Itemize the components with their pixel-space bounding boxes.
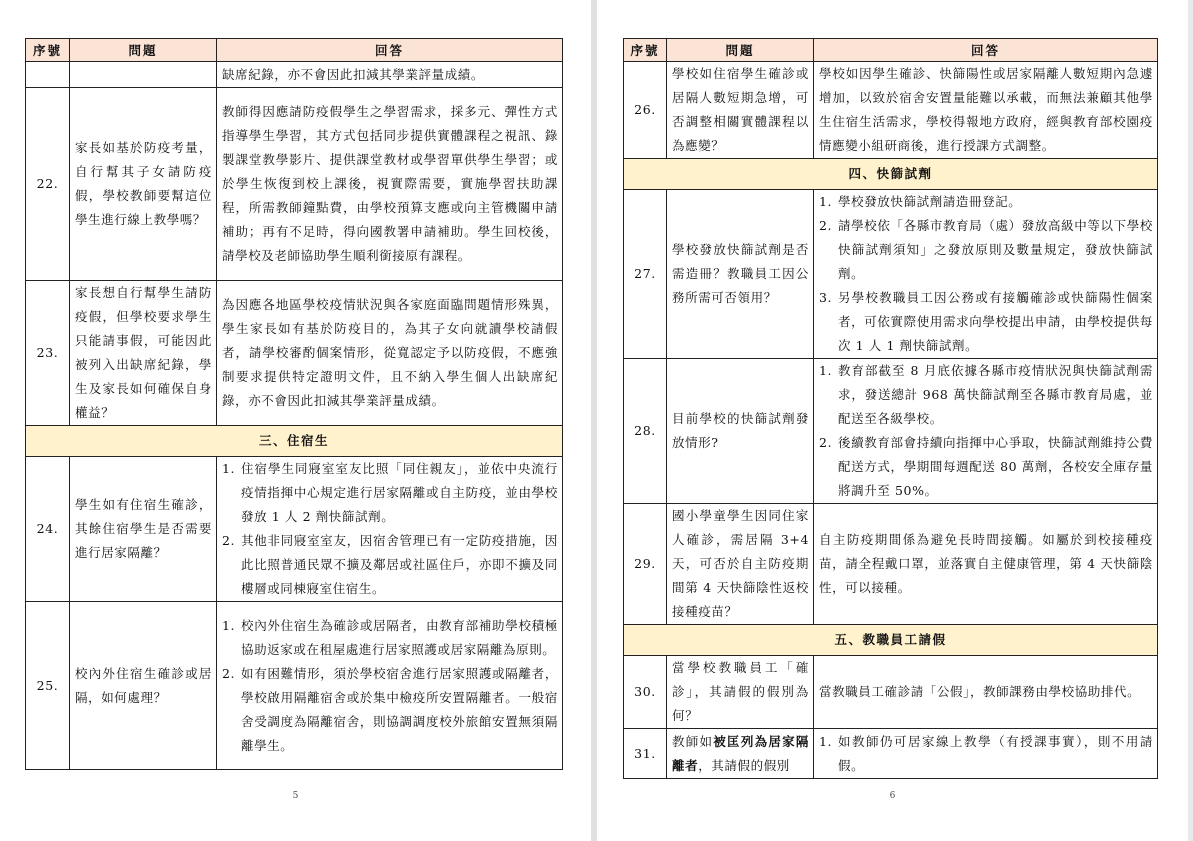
row-question: 學校發放快篩試劑是否需造冊？教職員工因公務所需可否領用？ bbox=[667, 190, 814, 359]
row-number: 25. bbox=[26, 602, 70, 770]
table-row-26 bbox=[624, 62, 1158, 159]
row-question: 校內外住宿生確診或居隔，如何處理？ bbox=[70, 602, 217, 770]
answer-list-item: 1. 住宿學生同寢室室友比照「同住親友」，並依中央流行疫情指揮中心規定進行居家隔離或自主防疫，並由學校發放 1 人 2 劑快篩試劑。 bbox=[222, 461, 558, 524]
row-number: 23. bbox=[26, 281, 70, 426]
row-question: 家長想自行幫學生請防疫假，但學校要求學生只能請事假，可能因此被列入出缺席紀錄，學生及家長如何確保自身權益？ bbox=[70, 281, 217, 426]
section-title: 五、教職員工請假 bbox=[624, 625, 1158, 656]
faq-table-right bbox=[623, 38, 1158, 779]
row-answer: 自主防疫期間係為避免長時間接觸。如屬於到校接種疫苗，請全程戴口罩，並落實自主健康管理，第 4 天快篩陰性，可以接種。 bbox=[814, 504, 1158, 625]
table-row-23 bbox=[26, 281, 563, 426]
faq-table-left bbox=[25, 38, 563, 770]
row-answer bbox=[217, 457, 563, 602]
section-row-dormitory bbox=[26, 426, 563, 457]
table-row-25 bbox=[26, 602, 563, 770]
header-no: 序號 bbox=[26, 39, 70, 62]
row-number bbox=[26, 62, 70, 88]
answer-list-item: 1. 校內外住宿生為確診或居隔者，由教育部補助學校積極協助返家或在租屋處進行居家照護或居家隔離為原則。 bbox=[222, 617, 558, 657]
answer-list-item: 2. 其他非同寢室室友，因宿舍管理已有一定防疫措施，因此比照普通民眾不擴及鄰居或社區住戶，亦即不擴及同樓層或同棟寢室住宿生。 bbox=[222, 533, 558, 596]
row-question: 目前學校的快篩試劑發放情形? bbox=[667, 359, 814, 504]
answer-list-item: 1. 如教師仍可居家線上教學（有授課事實），則不用請假。 bbox=[819, 733, 1153, 773]
table-row-22 bbox=[26, 88, 563, 281]
row-answer: 學校如因學生確診、快篩陽性或居家隔離人數短期內急遽增加，以致於宿舍安置量能難以承載，而無法兼顧其他學生住宿生活需求，學校得報地方政府，經與教育部校園疫情應變小組研商後，進行授課方式調整。 bbox=[814, 62, 1158, 159]
row-question: 家長如基於防疫考量，自行幫其子女請防疫假，學校教師要幫這位學生進行線上教學嗎？ bbox=[70, 88, 217, 281]
row-number: 22. bbox=[26, 88, 70, 281]
table-row-30 bbox=[624, 656, 1158, 729]
header-answer: 回答 bbox=[814, 39, 1158, 62]
table-row-24 bbox=[26, 457, 563, 602]
header-question: 問題 bbox=[70, 39, 217, 62]
table-row-continued bbox=[26, 62, 563, 88]
row-answer bbox=[217, 602, 563, 770]
section-row-staff-leave bbox=[624, 625, 1158, 656]
page-number: 5 bbox=[292, 791, 299, 801]
row-answer bbox=[814, 190, 1158, 359]
table-header-row bbox=[624, 39, 1158, 62]
answer-list-item: 1. 學校發放快篩試劑請造冊登記。 bbox=[819, 194, 1022, 209]
row-question: 當學校教職員工「確診」，其請假的假別為何？ bbox=[667, 656, 814, 729]
section-title: 四、快篩試劑 bbox=[624, 159, 1158, 190]
row-number: 26. bbox=[624, 62, 667, 159]
section-row-rapid-test bbox=[624, 159, 1158, 190]
row-number: 24. bbox=[26, 457, 70, 602]
table-row-27 bbox=[624, 190, 1158, 359]
row-number: 29. bbox=[624, 504, 667, 625]
table-row-31 bbox=[624, 729, 1158, 779]
row-answer: 為因應各地區學校疫情狀況與各家庭面臨問題情形殊異，學生家長如有基於防疫目的，為其子女向就讀學校請假者，請學校審酌個案情形，從寬認定予以防疫假，不應強制要求提供特定證明文件，且不納入學生個人出缺席紀錄，亦不會因此扣減其學業評量成績。 bbox=[217, 281, 563, 426]
answer-list-item: 1. 教育部截至 8 月底依據各縣市疫情狀況與快篩試劑需求，發送總計 968 萬快篩試劑至各縣市教育局處，並配送至各級學校。 bbox=[819, 363, 1153, 426]
row-question: 教師如被匡列為居家隔離者，其請假的假別 bbox=[667, 729, 814, 779]
answer-list-item: 3. 另學校教職員工因公務或有接觸確診或快篩陽性個案者，可依實際使用需求向學校提出申請，由學校提供每次 1 人 1 劑快篩試劑。 bbox=[819, 290, 1153, 353]
row-answer bbox=[814, 729, 1158, 779]
page-number: 6 bbox=[889, 791, 896, 801]
row-question: 國小學童學生因同住家人確診，需居隔 3+4 天，可否於自主防疫期間第 4 天快篩陰性返校接種疫苗？ bbox=[667, 504, 814, 625]
table-row-29 bbox=[624, 504, 1158, 625]
row-question: 學生如有住宿生確診，其餘住宿學生是否需要進行居家隔離？ bbox=[70, 457, 217, 602]
header-question: 問題 bbox=[667, 39, 814, 62]
header-no: 序號 bbox=[624, 39, 667, 62]
answer-list-item: 2. 後續教育部會持續向指揮中心爭取，快篩試劑維持公費配送方式，學期間每週配送 80 萬劑，各校安全庫存量將調升至 50%。 bbox=[819, 435, 1153, 498]
row-question bbox=[70, 62, 217, 88]
row-number: 28. bbox=[624, 359, 667, 504]
row-answer bbox=[814, 359, 1158, 504]
answer-list-item: 2. 請學校依「各縣市教育局（處）發放高級中等以下學校快篩試劑須知」之發放原則及數量規定，發放快篩試劑。 bbox=[819, 218, 1153, 281]
table-row-28 bbox=[624, 359, 1158, 504]
row-number: 30. bbox=[624, 656, 667, 729]
row-answer: 教師得因應請防疫假學生之學習需求，採多元、彈性方式指導學生學習，其方式包括同步提供實體課程之視訊、錄製課堂教學影片、提供課堂教材或學習單供學生學習；或於學生恢復到校上課後，視實際需要，實施學習扶助課程，所需教師鐘點費，由學校預算支應或向主管機關申請補助；再有不足時，得向國教署申請補助。學生回校後，請學校及老師協助學生順利銜接原有課程。 bbox=[217, 88, 563, 281]
table-header-row bbox=[26, 39, 563, 62]
row-number: 27. bbox=[624, 190, 667, 359]
row-question: 學校如住宿學生確診或居隔人數短期急增，可否調整相關實體課程以為應變？ bbox=[667, 62, 814, 159]
section-title: 三、住宿生 bbox=[26, 426, 563, 457]
row-answer: 缺席紀錄，亦不會因此扣減其學業評量成績。 bbox=[217, 62, 563, 88]
answer-list-item: 2. 如有困難情形，須於學校宿舍進行居家照護或隔離者，學校啟用隔離宿舍或於集中檢疫所安置隔離者。一般宿舍受調度為隔離宿舍，則協調調度校外旅館安置無須隔離學生。 bbox=[222, 665, 558, 753]
document-page-6 bbox=[597, 0, 1188, 841]
row-answer: 當教職員工確診請「公假」，教師課務由學校協助排代。 bbox=[814, 656, 1158, 729]
row-number: 31. bbox=[624, 729, 667, 779]
document-page-5 bbox=[0, 0, 591, 841]
header-answer: 回答 bbox=[217, 39, 563, 62]
